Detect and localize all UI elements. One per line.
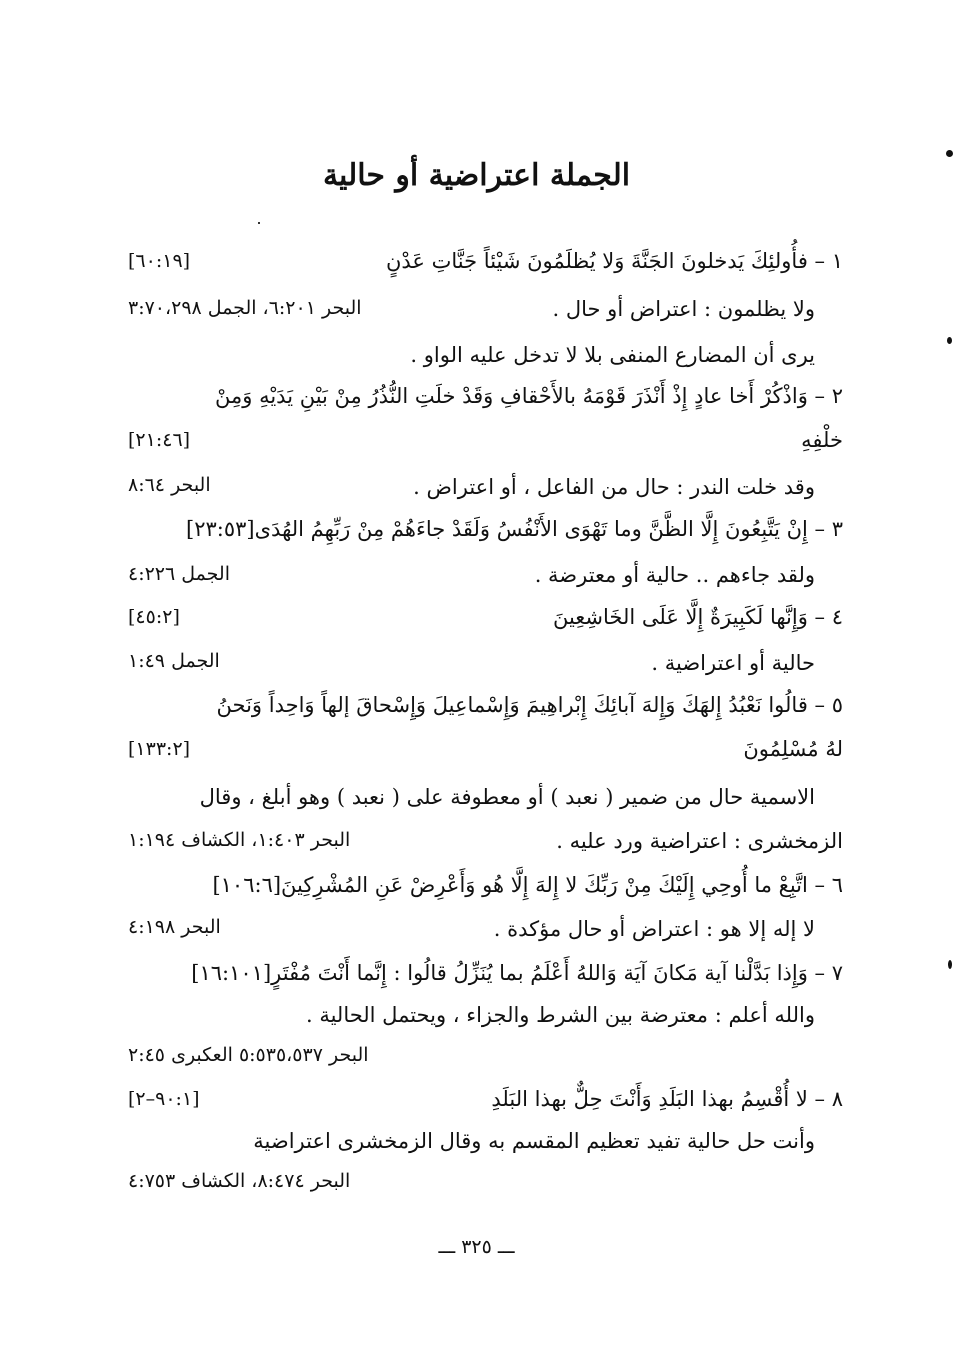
commentary-5b: الزمخشرى : اعتراضية ورد عليه . [556,829,843,853]
source-6: البحر ٤:١٩٨ [128,916,221,938]
scan-speck [947,337,952,344]
page-number: ـــ ٣٢٥ ـــ [438,1236,515,1258]
verse-ref-8: [٩٠:١–٢] [128,1088,200,1110]
verse-7: ٧ – وَإِذا بَدَّلْنا آية مَكانَ آيَة وَاللهُ أَعْلَمُ بما يُنَزِّلُ قالُوا : إِنَّما أَنْتَ مُفْتَرٍ[١٦:١٠١] [191,961,843,985]
commentary-8: وأنت حل حالية تفيد تعظيم المقسم به وقال الزمخشرى اعتراضية [253,1129,815,1153]
source-3: الجمل ٤:٢٢٦ [128,563,230,585]
verse-ref-2: [٢١:٤٦] [128,429,191,451]
commentary-5: الاسمية حال من ضمير ( نعبد ) أو معطوفة على ( نعبد ) وهو أبلغ ، وقال [199,785,815,809]
source-8: البحر ٨:٤٧٤، الكشاف ٤:٧٥٣ [128,1170,351,1192]
source-5: البحر ١:٤٠٣، الكشاف ١:١٩٤ [128,829,351,851]
verse-ref-1: [٦٠:١٩] [128,250,191,272]
verse-ref-5: [١٣٣:٢] [128,738,191,760]
commentary-1b: يرى أن المضارع المنفى بلا لا تدخل عليه الواو . [410,343,815,367]
scan-speck [258,222,260,224]
verse-2: ٢ – وَاذْكُرْ أَخا عادٍ إِذْ أَنْذَرَ قَوْمَهُ بالأَحْقافِ وَقَدْ خلَتِ النُّذُرُ مِنْ بَيْنِ يَدَيْهِ وَمِنْ [215,384,843,408]
source-4: الجمل ١:٤٩ [128,650,220,672]
page-title: الجملة اعتراضية أو حالية [322,158,631,193]
source-1: البحر ٦:٢٠١، الجمل ٣:٧٠،٢٩٨ [128,297,362,319]
commentary-6: لا إله إلا هو : اعتراض أو حال مؤكدة . [493,917,815,941]
verse-6: ٦ – اتَّبِعْ ما أُوحِي إِلَيْكَ مِنْ رَبِّكَ لا إِلهَ إِلَّا هُو وَأَعْرِضْ عَنِ المُشْرِكِينَ[١٠٦:٦] [212,873,843,897]
verse-3: ٣ – إِنْ يَتَّبِعُونَ إِلَّا الظَّنَّ وما تَهْوَى الأَنْفُسُ وَلَقَدْ جاءَهُمْ مِنْ رَبِّهِمُ الهُدَى[٢٣:٥٣] [186,517,843,541]
verse-4: ٤ – وَإِنَّها لَكَبِيرَةٌ إِلَّا عَلَى الخَاشِعِينَ [552,605,843,629]
commentary-4: حالية أو اعتراضية . [651,651,815,675]
commentary-2: وقد خلت الندر : حال من الفاعل ، أو اعتراض . [413,475,815,499]
verse-2-cont: خلْفِهِ [801,428,843,452]
commentary-3: ولقد جاءهم .. حالية أو معترضة . [534,563,815,587]
source-2: البحر ٨:٦٤ [128,474,211,496]
commentary-1: ولا يظلمون : اعتراض أو حال . [552,297,815,321]
verse-ref-4: [٤٥:٢] [128,606,180,628]
scan-speck [948,960,952,969]
commentary-7: والله أعلم : معترضة بين الشرط والجزاء ، ويحتمل الحالية . [305,1003,815,1027]
verse-5-cont: لهُ مُسْلِمُونَ [743,737,843,761]
verse-8: ٨ – لا أُقْسِمُ بهذا البَلَدِ وَأَنْتَ حِلٌّ بهذا البَلَدِ [491,1087,843,1111]
scan-speck [946,150,953,157]
verse-5: ٥ – قالُوا نَعْبُدُ إِلهَكَ وَإِلهَ آبائِكَ إِبْراهِيمَ وَإِسْماعِيلَ وَإِسْحاقَ إلهاً وَاحِداً وَنَحنُ [216,693,843,717]
source-7: البحر ٥:٥٣٥،٥٣٧ العكبرى ٢:٤٥ [128,1044,369,1066]
verse-1: ١ – فأُولئِكَ يَدخلونَ الجَنَّةَ وَلا يُظلَمُونَ شَيْئاً جَنَّاتِ عَدْنٍ [385,249,843,273]
